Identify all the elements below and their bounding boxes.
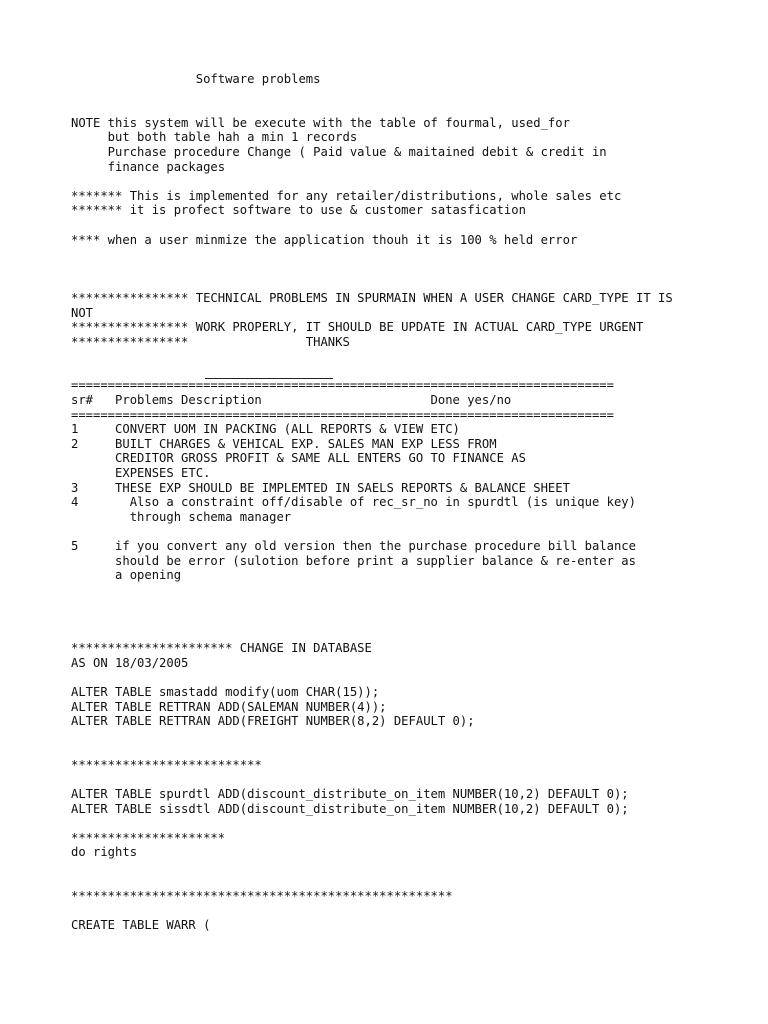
document-line: [71, 612, 673, 627]
document-line: **************** TECHNICAL PROBLEMS IN SPURMAIN WHEN A USER CHANGE CARD_TYPE IT IS: [71, 290, 673, 305]
document-line: 5 if you convert any old version then the purchase procedure bill balance: [71, 539, 636, 553]
document-line: sr# Problems Description Done yes/no: [71, 393, 512, 408]
document-line: [71, 816, 673, 831]
document-line: [71, 101, 673, 116]
document-line: [71, 174, 673, 189]
title-underline: [205, 378, 333, 379]
document-line: 2 BUILT CHARGES & VEHICAL EXP. SALES MAN EXP LESS FROM: [71, 436, 497, 451]
document-line: ALTER TABLE spurdtl ADD(discount_distribute_on_item NUMBER(10,2) DEFAULT 0);: [71, 787, 629, 802]
document-line: [71, 583, 673, 598]
document-line: **************** THANKS: [71, 334, 350, 349]
document-line: [71, 729, 673, 744]
document-line: ALTER TABLE sissdtl ADD(discount_distribute_on_item NUMBER(10,2) DEFAULT 0);: [71, 801, 629, 816]
document-line: ****************************************************: [71, 889, 453, 904]
document-line: [71, 276, 673, 291]
document-line: CREATE TABLE WARR (: [71, 918, 211, 933]
document-line: NOT: [71, 305, 94, 320]
document-line: ********************** CHANGE IN DATABASE: [71, 641, 372, 656]
document-line: should be error (sulotion before print a supplier balance & re-enter as: [71, 553, 636, 568]
document-line: 3 THESE EXP SHOULD BE IMPLEMTED IN SAELS REPORTS & BALANCE SHEET: [71, 480, 570, 495]
document-line: **************** WORK PROPERLY, IT SHOULD BE UPDATE IN ACTUAL CARD_TYPE URGENT: [71, 320, 644, 335]
document-line: 4 Also a constraint off/disable of rec_sr_no in spurdtl (is unique key): [71, 495, 636, 510]
document-line: [71, 875, 673, 890]
document-line: **** when a user minmize the application thouh it is 100 % held error: [71, 232, 578, 247]
document-line: ALTER TABLE RETTRAN ADD(SALEMAN NUMBER(4));: [71, 699, 387, 714]
document-body: [71, 72, 673, 933]
document-line: [71, 364, 673, 379]
document-line: finance packages: [71, 159, 226, 174]
document-line: but both table hah a min 1 records: [71, 130, 358, 145]
document-line: a opening: [71, 568, 182, 583]
document-line: [71, 597, 673, 612]
document-line: **************************: [71, 757, 262, 772]
document-line: [71, 262, 673, 277]
document-line: ******* it is profect software to use & customer satasfication: [71, 203, 526, 218]
document-line: CREDITOR GROSS PROFIT & SAME ALL ENTERS GO TO FINANCE AS: [71, 451, 526, 466]
document-line: ==========================================================================: [71, 407, 614, 422]
document-line: [71, 349, 673, 364]
document-line: 1 CONVERT UOM IN PACKING (ALL REPORTS & VIEW ETC): [71, 422, 460, 437]
document-line: EXPENSES ETC.: [71, 466, 211, 481]
document-line: ALTER TABLE RETTRAN ADD(FREIGHT NUMBER(8,2) DEFAULT 0);: [71, 714, 475, 729]
document-line: Purchase procedure Change ( Paid value & maitained debit & credit in: [71, 144, 607, 159]
document-line: [71, 773, 673, 788]
document-line: ==========================================================================: [71, 378, 614, 393]
document-line: [71, 904, 673, 919]
document-line: AS ON 18/03/2005: [71, 655, 189, 670]
document-line: [71, 218, 673, 233]
document-line: do rights: [71, 845, 138, 860]
document-line: ******* This is implemented for any retailer/distributions, whole sales etc: [71, 188, 622, 203]
document-line: [71, 87, 673, 102]
document-line: [71, 247, 673, 262]
document-line: *********************: [71, 830, 226, 845]
document-line: ALTER TABLE smastadd modify(uom CHAR(15));: [71, 684, 380, 699]
document-line: Software problems: [71, 72, 321, 86]
document-line: [71, 627, 673, 642]
document-line: [71, 860, 673, 875]
document-line: [71, 524, 673, 539]
document-line: [71, 743, 673, 758]
document-line: [71, 670, 673, 685]
document-line: NOTE this system will be execute with the table of fourmal, used_for: [71, 115, 570, 130]
document-line: through schema manager: [71, 509, 292, 524]
